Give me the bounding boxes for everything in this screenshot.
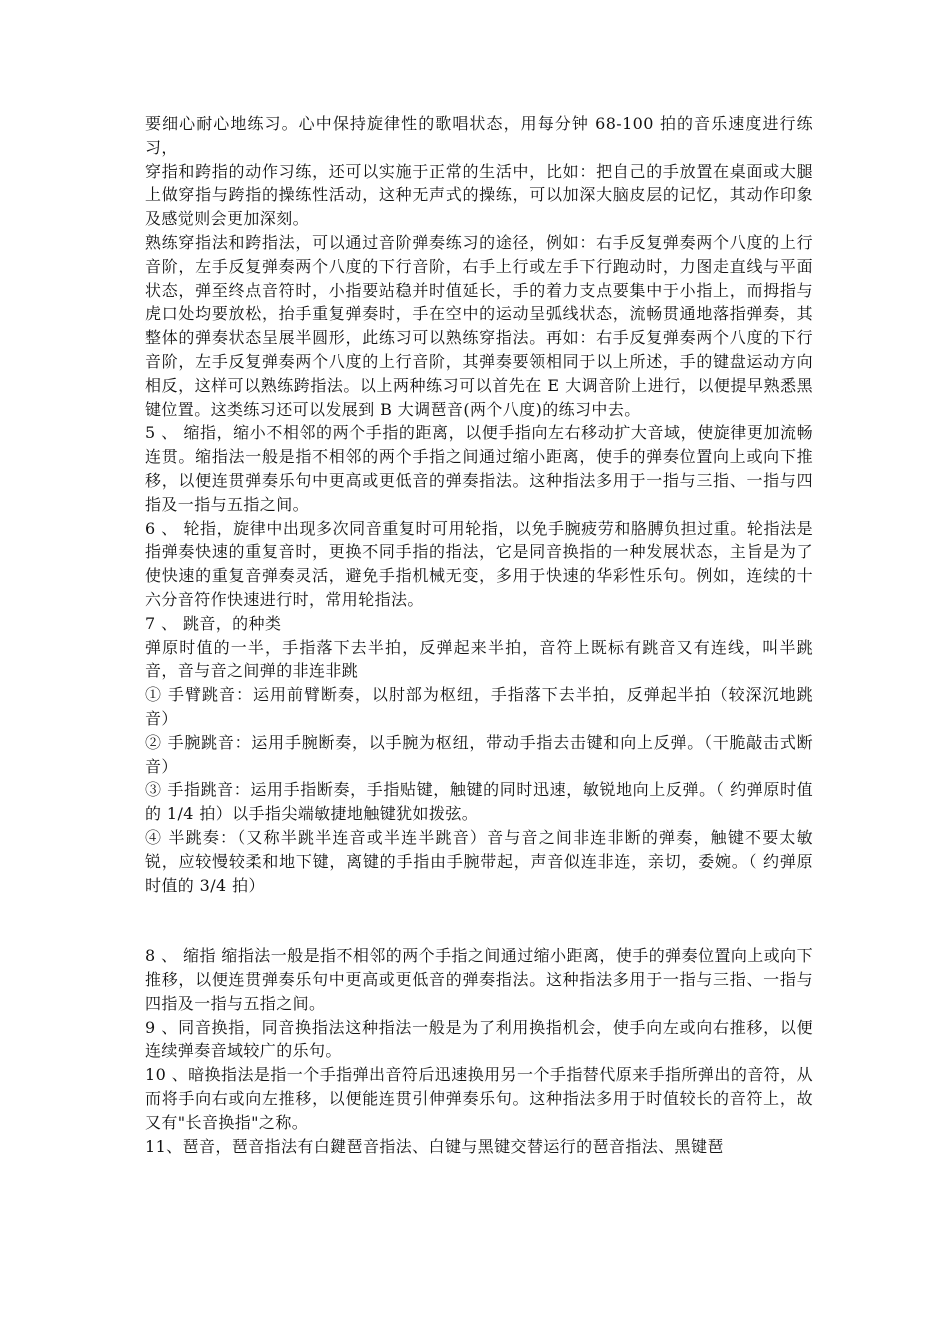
paragraph-contraction-fingering: 5 、 缩指，缩小不相邻的两个手指的距离，以便手指向左右移动扩大音域，使旋律更加流畅连贯。缩指法一般是指不相邻的两个手指之间通过缩小距离，使手的弹奏位置向上或向下推移，以便连贯弹奏乐句中更高或更低音的弹奏指法。这种指法多用于一指与三指、一指与四指及一指与五指之间。 — [145, 423, 813, 514]
paragraph-silent-change: 10 、暗换指法是指一个手指弹出音符后迅速换用另一个手指替代原来手指所弹出的音符，从而将手向右或向左推移，以便能连贯引伸弹奏乐句。这种指法多用于时值较长的音符上，故又有"长音换指"之称。 — [145, 1065, 813, 1132]
paragraph-same-note-change: 9 、同音换指，同音换指法这种指法一般是为了利用换指机会，使手向左或向右推移，以便连续弹奏音域较广的乐句。 — [145, 1017, 813, 1061]
document-page — [145, 112, 813, 1158]
paragraph-scale-practice: 熟练穿指法和跨指法，可以通过音阶弹奏练习的途径，例如：右手反复弹奏两个八度的上行音阶，左手反复弹奏两个八度的下行音阶，右手上行或左手下行跑动时，力图走直线与平面状态，弹至终点音符时，小指要站稳并时值延长，手的着力支点要集中于小指上，而拇指与虎口处均要放松，抬手重复弹奏时，手在空中的运动呈弧线状态，流畅贯通地落指弹奏，其整体的弹奏状态呈展半圆形，此练习可以熟练穿指法。再如：右手反复弹奏两个八度的下行音阶，左手反复弹奏两个八度的上行音阶，其弹奏要领相同于以上所述，手的键盘运动方向相反，这样可以熟练跨指法。以上两种练习可以首先在 E 大调音阶上进行，以便提早熟悉黑键位置。这类练习还可以发展到 B 大调琶音(两个八度)的练习中去。 — [145, 232, 813, 419]
paragraph-silent-practice: 穿指和跨指的动作习练，还可以实施于正常的生活中，比如：把自己的手放置在桌面或大腿上做穿指与跨指的操练性活动，这种无声式的操练，可以加深大脑皮层的记忆，其动作印象及感觉则会更加深刻。 — [145, 161, 813, 229]
list-item-wrist-staccato: ② 手腕跳音：运用手腕断奏，以手腕为枢纽，带动手指去击键和向上反弹。（干脆敲击式断音） — [145, 732, 813, 776]
list-item-half-staccato: ④ 半跳奏：（又称半跳半连音或半连半跳音）音与音之间非连非断的弹奏，触键不要太敏锐，应较慢较柔和地下键，离键的手指由手腕带起，声音似连非连，亲切，委婉。（ 约弹原时值的 3/4 拍） — [145, 827, 813, 895]
paragraph-half-staccato: 弹原时值的一半，手指落下去半拍，反弹起来半拍，音符上既标有跳音又有连线，叫半跳音，音与音之间弹的非连非跳 — [145, 637, 813, 681]
paragraph-rotating-fingering: 6 、 轮指，旋律中出现多次同音重复时可用轮指，以免手腕疲劳和胳膊负担过重。轮指法是指弹奏快速的重复音时，更换不同手指的指法，它是同音换指的一种发展状态，主旨是为了使快速的重复音弹奏灵活，避免手指机械无变，多用于快速的华彩性乐句。例如，连续的十六分音符作快速进行时，常用轮指法。 — [145, 518, 813, 609]
paragraph-practice-tempo: 要细心耐心地练习。心中保持旋律性的歌唱状态，用每分钟 68-100 拍的音乐速度进行练习， — [145, 114, 813, 157]
list-item-arm-staccato: ① 手臂跳音：运用前臂断奏，以肘部为枢纽，手指落下去半拍，反弹起半拍（较深沉地跳音） — [145, 685, 813, 728]
list-item-finger-staccato: ③ 手指跳音：运用手指断奏，手指贴键，触键的同时迅速，敏锐地向上反弹。（ 约弹原时值的 1/4 拍）以手指尖端敏捷地触键犹如拨弦。 — [145, 780, 813, 824]
paragraph-contraction-fingering-8: 8 、 缩指 缩指法一般是指不相邻的两个手指之间通过缩小距离，使手的弹奏位置向上或向下推移，以便连贯弹奏乐句中更高或更低音的弹奏指法。这种指法多用于一指与三指、一指与四指及一指与五指之间。 — [145, 946, 813, 1013]
paragraph-staccato-heading: 7 、 跳音，的种类 — [145, 613, 282, 633]
blank-line — [145, 897, 813, 944]
paragraph-arpeggio: 11、琶音，琶音指法有白鍵琶音指法、白键与黑键交替运行的琶音指法、黑键琶 — [145, 1136, 724, 1156]
